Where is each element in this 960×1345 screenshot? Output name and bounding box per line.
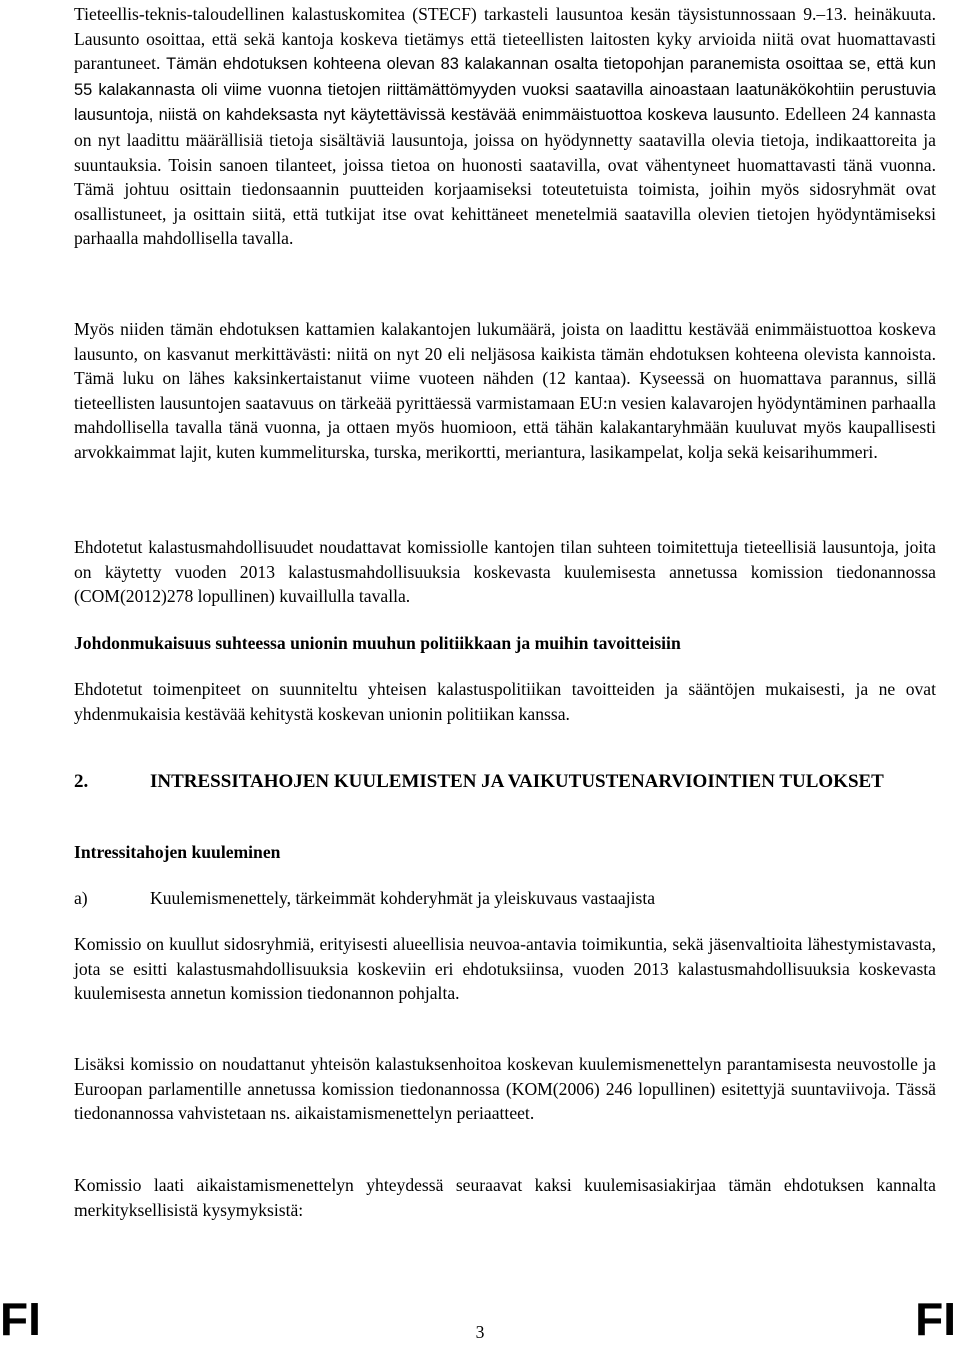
list-item-a	[74, 886, 936, 911]
paragraph-stecf-part-1: Tieteellis-teknis-taloudellinen kalastuskomitea (STECF) tarkasteli lausuntoa kesän täysistunnossaan 9.–13. heinäkuuta. Lausunto osoittaa, että sekä kantoja koskeva tietämys että tieteellisten laitosten kyky arvioida niitä ovat huomattavasti parantuneet.	[74, 4, 936, 74]
paragraph-stecf-part-3: Edelleen 24 kannasta on nyt laadittu määrällisiä tietoja sisältäviä lausuntoja, joissa on hyödynnetty saatavilla olevia tietoja, indikaattoreita ja suuntauksia.	[74, 104, 936, 175]
paragraph-guidelines	[74, 1052, 936, 1126]
heading-consistency: Johdonmukaisuus suhteessa unionin muuhun politiikkaan ja muihin tavoitteisiin	[74, 633, 681, 653]
paragraph-stecf-part-5: Tämä johtuu osittain tiedonsaannin puutteiden korjaamiseksi toteutetuista toimista, joihin myös sidosryhmät ovat osallistuneet, ja osittain siitä, että tutkijat itse ovat kehittäneet menetelmiä saatavilla olevien tietojen hyödyntämiseksi parhaalla mahdollisella tavalla.	[74, 179, 936, 249]
paragraph-stecf-part-4: Toisin sanoen tilanteet, joissa tietoa on huonosti saatavilla, ovat vähentyneet huomattavasti tänä vuonna.	[168, 154, 936, 175]
list-item-label: a)	[74, 888, 88, 908]
paragraph-msy-advice-part-2: Tämä luku on lähes kaksinkertaistanut viime vuoteen nähden (12 kantaa).	[74, 368, 631, 389]
paragraph-fishing-opportunities: Ehdotetut kalastusmahdollisuudet noudattavat komissiolle kantojen tilan suhteen toimitettuja tieteellisiä lausuntoja, joita on käytetty vuoden 2013 kalastusmahdollisuuksia koskevasta kuulemisesta annetussa komission tiedonannossa (COM(2012)278 lopullinen) kuvaillulla tavalla.	[74, 537, 936, 607]
paragraph-guidelines-part-2: Tässä tiedonannossa vahvistetaan ns. aikaistamismenettelyn periaatteet.	[74, 1078, 936, 1124]
paragraph-consultation-docs: Komissio laati aikaistamismenettelyn yhteydessä seuraavat kaksi kuulemisasiakirjaa tämän ehdotuksen kannalta merkityksellisistä kysymyksistä:	[74, 1175, 936, 1220]
section-title: INTRESSITAHOJEN KUULEMISTEN JA VAIKUTUSTENARVIOINTIEN TULOKSET	[150, 771, 884, 792]
list-item-text: Kuulemismenettely, tärkeimmät kohderyhmät ja yleiskuvaus vastaajista	[150, 888, 656, 908]
paragraph-msy-advice-part-3: Kyseessä on huomattava parannus, sillä tieteellisten lausuntojen saatavuus on tärkeää pyrittäessä varmistamaan EU:n vesien kalavarojen hyödyntäminen parhaalla mahdollisella tavalla tänä vuonna, ja ottaen myös huomioon, että tähän kalakantaryhmään kuuluvat myös kaupallisesti arvokkaimmat lajit, kuten kummeliturska, turska, merikortti, meriantura, lasikampelat, kolja sekä keisarihummeri.	[74, 368, 937, 462]
paragraph-stecf-part-2: Tämän ehdotuksen kohteena olevan 83 kalakannan osalta tietopohjan paranemista osoittaa se, että kun 55 kalakannasta oli viime vuonna tietojen riittämättömyyden vuoksi saatavilla ainoastaan laatunäkökohtiin perustuvia lausuntoja, niistä on kahdeksasta nyt käytettävissä kestävää enimmäistuottoa koskeva lausunto.	[74, 55, 936, 125]
paragraph-measures: Ehdotetut toimenpiteet on suunniteltu yhteisen kalastuspolitiikan tavoitteiden ja sääntöjen mukaisesti, ja ne ovat yhdenmukaisia kestävää kehitystä koskevan unionin politiikan kanssa.	[74, 679, 936, 724]
page-number: 3	[475, 1322, 485, 1342]
heading-consultation: Intressitahojen kuuleminen	[74, 842, 281, 862]
footer-language-right: FI	[915, 1293, 956, 1345]
paragraph-msy-advice-part-1: Myös niiden tämän ehdotuksen kattamien kalakantojen lukumäärä, joista on laadittu kestävää enimmäistuottoa koskeva lausunto, on kasvanut merkittävästi: niitä on nyt 20 eli neljäsosa kaikista tämän ehdotuksen kohteena olevista kannoista.	[74, 319, 936, 364]
paragraph-stakeholders: Komissio on kuullut sidosryhmiä, erityisesti alueellisia neuvoa-antavia toimikuntia, sekä jäsenvaltioita lähestymistavasta, jota se esitti kalastusmahdollisuuksia koskeviin eri ehdotuksiinsa, vuoden 2013 kalastusmahdollisuuksia koskevasta kuulemisesta annetun komission tiedonannon pohjalta.	[74, 934, 936, 1004]
paragraph-msy-advice	[74, 317, 936, 465]
section-number: 2.	[74, 771, 89, 792]
paragraph-guidelines-part-1: Lisäksi komissio on noudattanut yhteisön kalastuksenhoitoa koskevan kuulemismenettelyn parantamisesta neuvostolle ja Euroopan parlamentille annetussa komission tiedonannossa (KOM(2006) 246 lopullinen) esitettyjä suuntaviivoja.	[74, 1054, 936, 1099]
section-heading	[74, 770, 936, 794]
paragraph-stecf	[74, 2, 936, 251]
footer-language-left: FI	[0, 1293, 41, 1345]
